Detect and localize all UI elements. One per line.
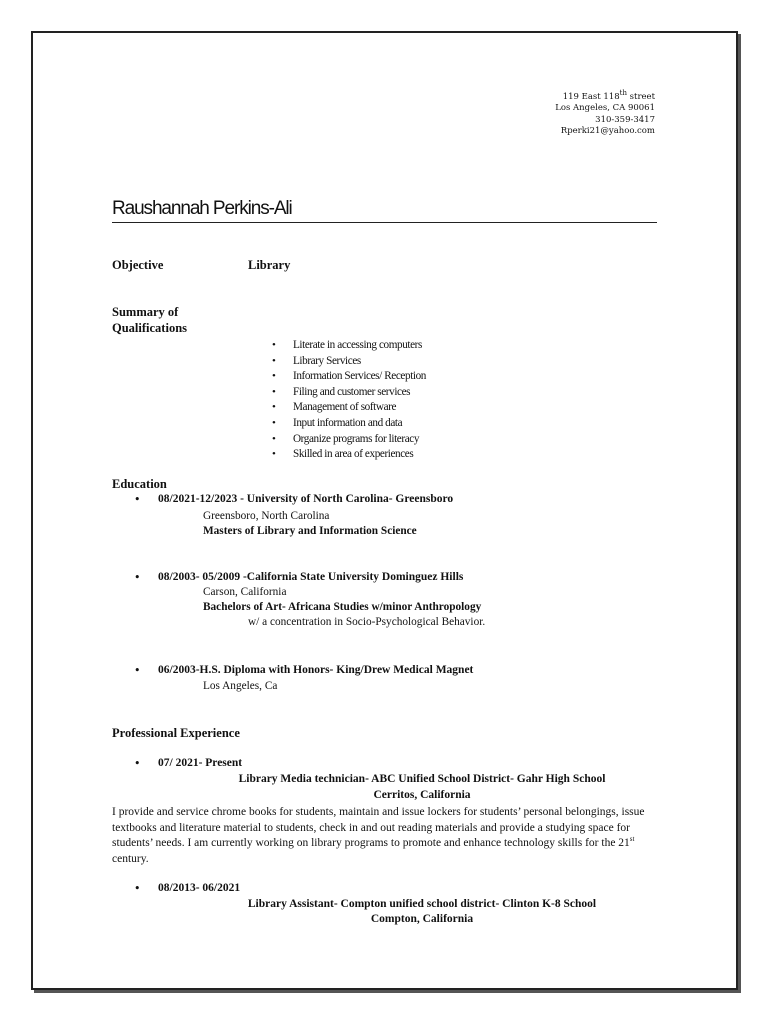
contact-city: Los Angeles, CA 90061 (555, 103, 655, 114)
qualification-item: • Organize programs for literacy (272, 432, 426, 448)
bullet-icon: • (134, 664, 141, 677)
job-description: I provide and service chrome books for students, maintain and issue lockers for students’ personal belongings, issue textbooks and literature material to students, check in and out reading materials and provide a studying space for students’ needs. I am currently working on library programs to promote and enhance technology skills for the 21st century. (112, 806, 645, 865)
education-entry-title: 08/2003- 05/2009 -California State University Dominguez Hills (158, 571, 464, 583)
qualification-item: • Library Services (272, 354, 426, 370)
contact-phone: 310-359-3417 (595, 114, 655, 125)
education-entry-title: 06/2003-H.S. Diploma with Honors- King/Drew Medical Magnet (158, 664, 474, 676)
summary-label-line2: Qualifications (112, 321, 188, 335)
objective-value: Library (248, 258, 291, 272)
bullet-icon: • (134, 757, 141, 770)
candidate-name: Raushannah Perkins-Ali (112, 198, 292, 219)
job-dates: 07/ 2021- Present (158, 757, 243, 769)
summary-label-line1: Summary of (112, 305, 179, 319)
qualification-item: • Management of software (272, 400, 426, 416)
education-entry-note: w/ a concentration in Socio-Psychological Behavior. (248, 616, 486, 628)
job-role: Library Assistant- Compton unified school district- Clinton K-8 School (247, 898, 597, 910)
name-divider (112, 222, 657, 223)
qualification-item: • Skilled in area of experiences (272, 447, 426, 463)
experience-heading: Professional Experience (112, 726, 240, 740)
education-heading: Education (112, 477, 167, 491)
qualifications-list (272, 338, 426, 463)
qualification-item: • Filing and customer services (272, 385, 426, 401)
education-entry-degree: Masters of Library and Information Science (203, 525, 417, 537)
qualification-item: • Input information and data (272, 416, 426, 432)
education-entry-title: 08/2021-12/2023 - University of North Carolina- Greensboro (158, 493, 454, 505)
job-place: Compton, California (370, 913, 474, 925)
contact-email: Rperki21@yahoo.com (560, 125, 655, 136)
contact-street: 119 East 118th street (562, 89, 655, 102)
job-role: Library Media technician- ABC Unified School District- Gahr High School (238, 773, 606, 785)
bullet-icon: • (134, 571, 141, 584)
objective-label: Objective (112, 258, 164, 272)
qualification-item: • Literate in accessing computers (272, 338, 426, 354)
bullet-icon: • (134, 882, 141, 895)
bullet-icon: • (134, 493, 141, 506)
contact-block (555, 89, 655, 137)
education-entry-location: Los Angeles, Ca (203, 680, 278, 692)
education-entry-location: Greensboro, North Carolina (203, 510, 330, 522)
education-entry-degree: Bachelors of Art- Africana Studies w/minor Anthropology (203, 601, 482, 613)
job-dates: 08/2013- 06/2021 (158, 882, 241, 894)
job-place: Cerritos, California (373, 789, 471, 801)
education-entry-location: Carson, California (203, 586, 287, 598)
qualification-item: • Information Services/ Reception (272, 369, 426, 385)
